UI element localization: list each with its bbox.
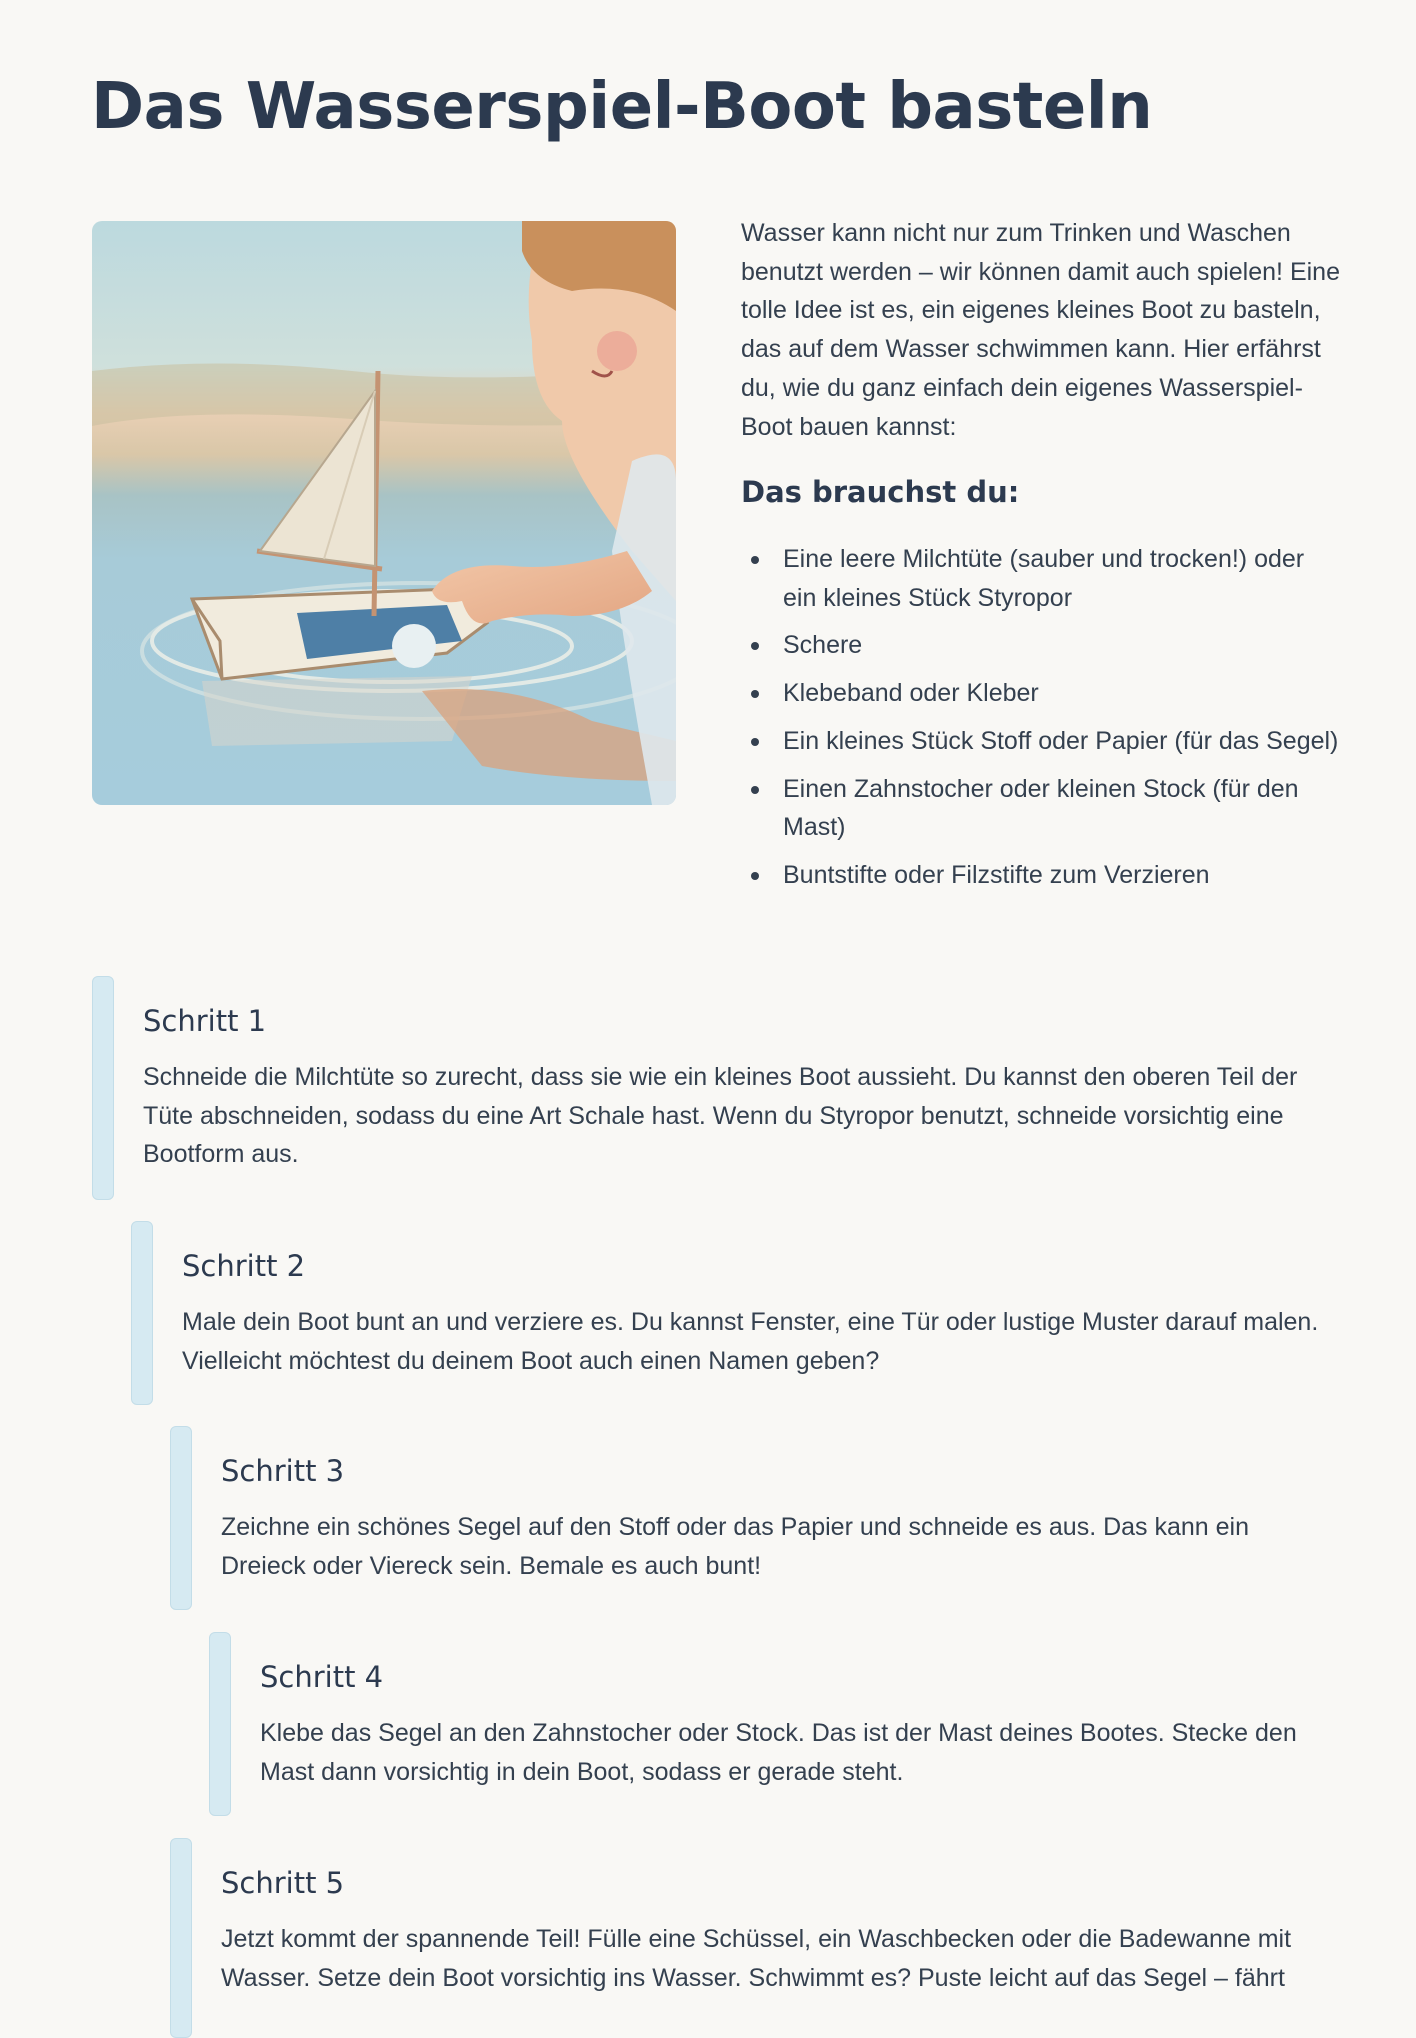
page-title: Das Wasserspiel-Boot basteln [91,70,1153,144]
list-item: Eine leere Milchtüte (sauber und trocken!) oder ein kleines Stück Styropor [741,540,1341,617]
step-accent-bar [209,1632,231,1816]
step-card [131,1221,1342,1405]
step-text: Schneide die Milchtüte so zurecht, dass sie wie ein kleines Boot aussieht. Du kannst den oberen Teil der Tüte abschneiden, sodass du eine Art Schale hast. Wenn du Styropor benutzt, schneide vorsichtig eine Bootform aus. [143,1063,1298,1169]
step-accent-bar [131,1221,153,1405]
step-card [92,976,1342,1200]
materials-list [741,540,1341,904]
list-item: Klebeband oder Kleber [741,674,1341,713]
step-text: Zeichne ein schönes Segel auf den Stoff oder das Papier und schneide es aus. Das kann ein Dreieck oder Viereck sein. Bemale es auch bunt! [221,1513,1250,1580]
step-accent-bar [92,976,114,1200]
step-title: Schritt 4 [260,1660,384,1694]
list-item: Ein kleines Stück Stoff oder Papier (für das Segel) [741,722,1341,761]
step-title: Schritt 2 [182,1249,306,1283]
step-text: Jetzt kommt der spannende Teil! Fülle eine Schüssel, ein Waschbecken oder die Badewanne mit Wasser. Setze dein Boot vorsichtig ins Wasser. Schwimmt es? Puste leicht auf das Segel – fährt [221,1925,1292,1992]
step-card [170,1426,1342,1610]
list-item: Einen Zahnstocher oder kleinen Stock (für den Mast) [741,770,1341,847]
list-item: Buntstifte oder Filzstifte zum Verzieren [741,856,1341,895]
step-card [209,1632,1342,1816]
step-title: Schritt 3 [221,1454,345,1488]
step-title: Schritt 5 [221,1866,345,1900]
step-accent-bar [170,1426,192,1610]
step-title: Schritt 1 [143,1004,267,1038]
step-text: Male dein Boot bunt an und verziere es. Du kannst Fenster, eine Tür oder lustige Muster darauf malen. Vielleicht möchtest du deinem Boot auch einen Namen geben? [182,1308,1319,1375]
boat-illustration [92,221,676,805]
list-item: Schere [741,626,1341,665]
intro-text: Wasser kann nicht nur zum Trinken und Waschen benutzt werden – wir können damit auch spielen! Eine tolle Idee ist es, ein eigenes kleines Boot zu basteln, das auf dem Wasser schwimmen kann. Hier erfährst du, wie du ganz einfach dein eigenes Wasserspiel-Boot bauen kannst: [741,219,1340,441]
step-text: Klebe das Segel an den Zahnstocher oder Stock. Das ist der Mast deines Bootes. Stecke den Mast dann vorsichtig in dein Boot, sodass er gerade steht. [260,1719,1297,1786]
materials-heading: Das brauchst du: [741,475,1020,509]
step-card [170,1838,1342,2038]
step-accent-bar [170,1838,192,2038]
